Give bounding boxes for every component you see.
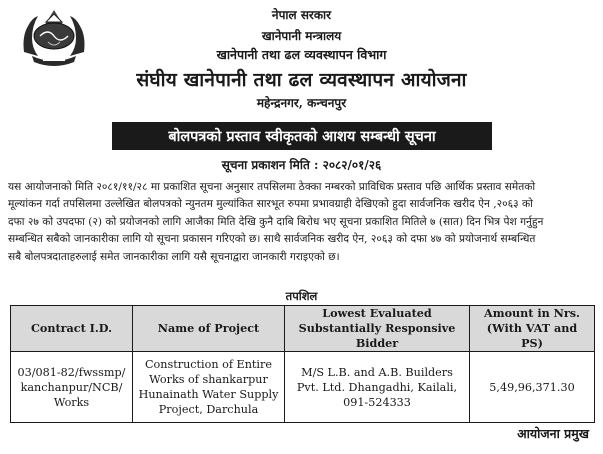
project-title: संघीय खानेपानी तथा ढल व्यवस्थापन आयोजना [136, 69, 467, 91]
body-line: सम्बन्धित सबैको जानकारीका लागि यो सूचना प्रकासन गरिएको छ। साथै सार्वजनिक खरीद ऐन, २०६३ को दफा ४७ को प्रयोजनार्थ सम्बन्धित [8, 233, 536, 246]
header-contract-id: Contract I.D. [11, 306, 133, 352]
table-header-row [11, 306, 595, 352]
publication-date: सूचना प्रकाशन मिति : २०८२/०१/२६ [221, 158, 382, 172]
header-project-name: Name of Project [133, 306, 285, 352]
notice-title-banner [112, 122, 492, 150]
header-amount: Amount in Nrs. (With VAT and PS) [470, 306, 595, 352]
contract-table [10, 305, 595, 423]
notice-title: बोलपत्रको प्रस्ताव स्वीकृतको आशय सम्बन्धी सूचना [168, 128, 436, 145]
table-row [11, 352, 595, 423]
signature-title: आयोजना प्रमुख [517, 426, 589, 441]
government-name: नेपाल सरकार [271, 8, 332, 22]
ministry-name: खानेपानी मन्त्रालय [261, 29, 342, 43]
location: महेन्द्रनगर, कन्चनपुर [256, 96, 347, 110]
body-line: मूल्यांकन गर्दा तपसिलमा उल्लेखित बोलपत्रको न्युनतम मुल्यांकित सारभूत रुपमा प्रभावग्राही देखिएको हुदा सार्वजनिक खरीद ऐन ,२०६३ को [8, 198, 533, 211]
cell-project-name: Construction of Entire Works of shankarpur Hunainath Water Supply Project, Darchula [133, 352, 285, 423]
cell-contract-id: 03/081-82/fwssmp/ kanchanpur/NCB/ Works [11, 352, 133, 423]
body-line: यस आयोजनाको मिति २०८१/११/२८ मा प्रकाशित सूचना अनुसार तपसिलमा ठेक्का नम्बरको प्राविधिक प्रस्ताव पछि आर्थिक प्रस्ताव समेतको [8, 181, 536, 193]
header-bidder: Lowest Evaluated Substantially Responsive Bidder [285, 306, 470, 352]
body-line: दफा २७ को उपदफा (२) को प्रयोजनको लागि आजैका मिति देखि कुनै दाबि बिरोध भए सूचना प्रकाशित मितिले ७ (सात) दिन भित्र पेश गर्नुहुन [8, 215, 544, 228]
cell-bidder: M/S L.B. and A.B. Builders Pvt. Ltd. Dhangadhi, Kailali, 091-524333 [285, 352, 470, 423]
cell-amount: 5,49,96,371.30 [470, 352, 595, 423]
body-line: सबै बोलपत्रदाताहरुलाई समेत जानकारीका लागि यसै सूचनाद्वारा जानकारी गराइएको छ। [8, 250, 340, 263]
schedule-label: तपशिल [285, 289, 318, 303]
department-name: खानेपानी तथा ढल व्यवस्थापन विभाग [216, 47, 387, 62]
notice-body [8, 179, 597, 266]
